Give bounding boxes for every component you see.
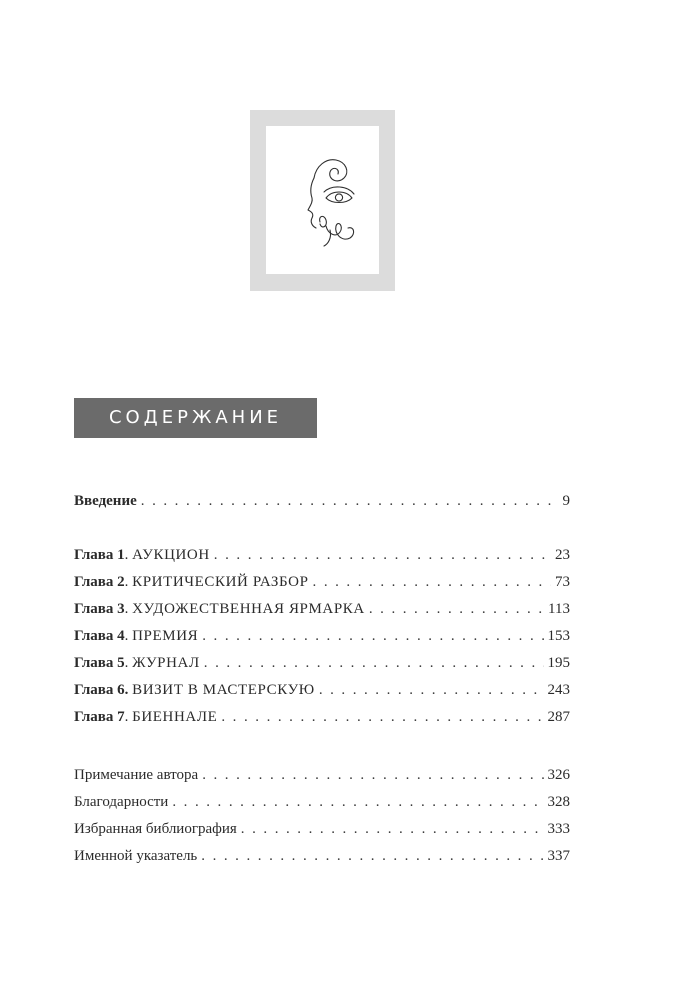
toc-entry-bibliography[interactable] bbox=[74, 816, 570, 843]
illustration-mat bbox=[266, 126, 379, 274]
toc-entry-name-index[interactable] bbox=[74, 843, 570, 870]
illustration-frame bbox=[250, 110, 395, 291]
toc-page-number: 337 bbox=[547, 848, 570, 864]
chapter-prefix: Глава 3 bbox=[74, 601, 125, 617]
toc-chapters-section bbox=[74, 542, 570, 731]
toc-entry-intro[interactable] bbox=[74, 488, 570, 515]
chapter-separator: . bbox=[124, 547, 133, 563]
chapter-separator: . bbox=[124, 709, 133, 725]
chapter-title: КРИТИЧЕСКИЙ РАЗБОР bbox=[132, 574, 309, 590]
dot-leader bbox=[369, 596, 544, 623]
chapter-title: АУКЦИОН bbox=[132, 547, 210, 563]
toc-back-matter-section bbox=[74, 762, 570, 870]
chapter-separator: . bbox=[124, 574, 133, 590]
chapter-separator: . bbox=[124, 601, 133, 617]
dot-leader bbox=[202, 762, 543, 789]
toc-intro-section bbox=[74, 488, 570, 515]
toc-page-number: 333 bbox=[547, 821, 570, 837]
dot-leader bbox=[313, 569, 551, 596]
toc-entry-chapter-4[interactable] bbox=[74, 623, 570, 650]
chapter-prefix: Глава 5 bbox=[74, 655, 125, 671]
chapter-title: ВИЗИТ В МАСТЕРСКУЮ bbox=[132, 682, 315, 698]
chapter-title: ПРЕМИЯ bbox=[132, 628, 199, 644]
toc-page-number: 287 bbox=[547, 709, 570, 725]
toc-page-number: 328 bbox=[547, 794, 570, 810]
toc-entry-chapter-3[interactable] bbox=[74, 596, 570, 623]
dot-leader bbox=[204, 650, 544, 677]
dot-leader bbox=[201, 843, 543, 870]
toc-page-number: 73 bbox=[555, 574, 570, 590]
toc-entry-label: Благодарности bbox=[74, 794, 169, 810]
toc-entry-author-note[interactable] bbox=[74, 762, 570, 789]
toc-page-number: 113 bbox=[548, 601, 570, 617]
chapter-prefix: Глава 1 bbox=[74, 547, 125, 563]
dot-leader bbox=[214, 542, 551, 569]
chapter-prefix: Глава 6. bbox=[74, 682, 129, 698]
toc-entry-chapter-6[interactable] bbox=[74, 677, 570, 704]
toc-page-number: 243 bbox=[547, 682, 570, 698]
dot-leader bbox=[241, 816, 544, 843]
chapter-title: ЖУРНАЛ bbox=[132, 655, 200, 671]
chapter-title: БИЕННАЛЕ bbox=[132, 709, 218, 725]
toc-entry-chapter-7[interactable] bbox=[74, 704, 570, 731]
dot-leader bbox=[221, 704, 543, 731]
toc-entry-chapter-1[interactable] bbox=[74, 542, 570, 569]
toc-page-number: 153 bbox=[547, 628, 570, 644]
dot-leader bbox=[202, 623, 543, 650]
toc-entry-chapter-2[interactable] bbox=[74, 569, 570, 596]
chapter-prefix: Глава 4 bbox=[74, 628, 125, 644]
toc-entry-chapter-5[interactable] bbox=[74, 650, 570, 677]
chapter-prefix: Глава 2 bbox=[74, 574, 125, 590]
line-art-face-icon bbox=[266, 126, 379, 274]
dot-leader bbox=[172, 789, 543, 816]
toc-entry-label: Введение bbox=[74, 493, 137, 509]
dot-leader bbox=[141, 488, 559, 515]
toc-entry-acknowledgements[interactable] bbox=[74, 789, 570, 816]
toc-page-number: 9 bbox=[562, 493, 570, 509]
toc-entry-label: Примечание автора bbox=[74, 767, 199, 783]
toc-entry-label: Именной указатель bbox=[74, 848, 198, 864]
chapter-separator: . bbox=[124, 628, 133, 644]
dot-leader bbox=[319, 677, 544, 704]
chapter-prefix: Глава 7 bbox=[74, 709, 125, 725]
toc-heading: СОДЕРЖАНИЕ bbox=[74, 398, 317, 438]
toc-entry-label: Избранная библиография bbox=[74, 821, 237, 837]
toc-page-number: 195 bbox=[547, 655, 570, 671]
toc-page-number: 326 bbox=[547, 767, 570, 783]
chapter-separator: . bbox=[124, 655, 133, 671]
chapter-title: ХУДОЖЕСТВЕННАЯ ЯРМАРКА bbox=[132, 601, 365, 617]
toc-page-number: 23 bbox=[555, 547, 570, 563]
